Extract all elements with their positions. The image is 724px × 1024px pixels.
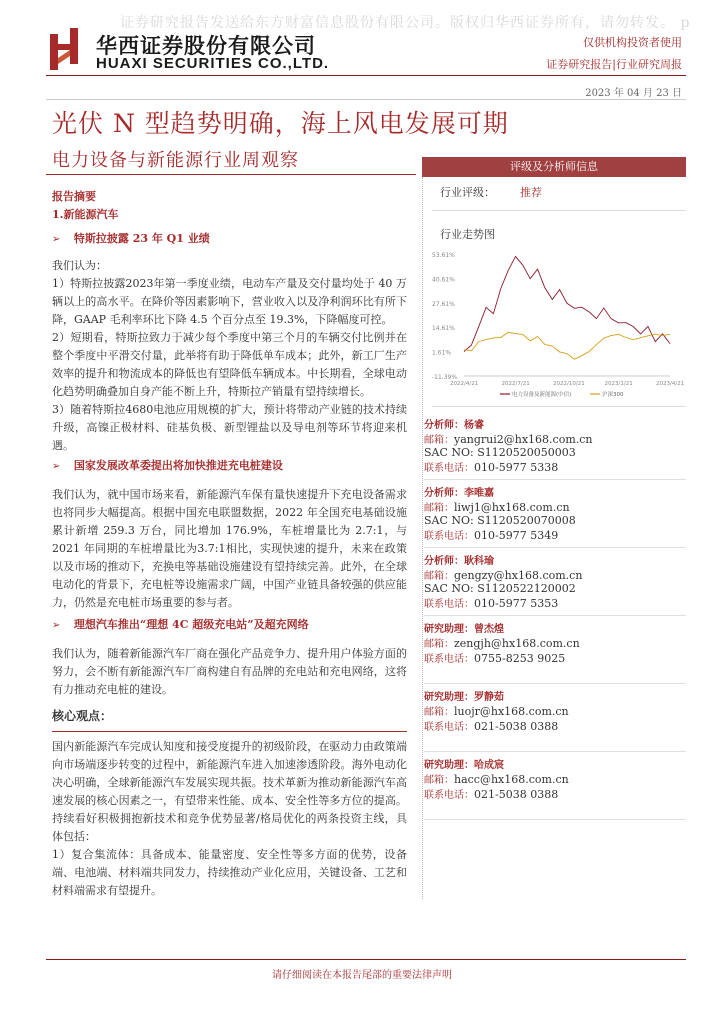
phone-number: 010-5977 5349	[474, 529, 559, 542]
analyst-phone	[424, 527, 686, 542]
email-link[interactable]: luojr@hx168.com.cn	[454, 705, 569, 718]
subtitle-divider	[46, 174, 416, 175]
bullet-2-title: 国家发展改革委提出将加快推进充电桩建设	[73, 459, 283, 472]
paragraph-2: 2）短期看，特斯拉致力于减少每个季度中第三个月的车辆交付比例并在整个季度中平滑交付量，此举将有助于降低单车成本；此外，新工厂生产效率的提升和物流成本的降低也有望降低车辆成本。中长期看，全球电动化趋势明确叠加自身产能不断上升，特斯拉产销量有望持续增长。	[52, 331, 407, 398]
sidebar-header: 评级及分析师信息	[422, 157, 686, 177]
x-tick-label: 2023/4/21	[656, 381, 685, 387]
analyst-name-text: 耿科瑜	[464, 556, 494, 567]
rating-value: 推荐	[520, 186, 542, 199]
we-think: 我们认为：	[52, 259, 107, 272]
analyst-block	[424, 480, 686, 548]
phone-number: 010-5977 5353	[474, 597, 559, 610]
paragraph-7: 1）复合集流体：具备成本、能量密度、安全性等多方面的优势，设备端、电池端、材料端共同发力，持续推动产业化应用，关键设备、工艺和材料端需求有望提升。	[52, 848, 407, 897]
analyst-role: 研究助理：	[424, 760, 474, 771]
analyst-email	[424, 635, 686, 650]
phone-number: 0755-8253 9025	[474, 652, 566, 665]
analyst-list	[424, 412, 686, 820]
page-title: 光伏 N 型趋势明确，海上风电发展可期	[52, 109, 509, 138]
footer-note: 请仔细阅读在本报告尾部的重要法律声明	[272, 970, 452, 981]
email-label: 邮箱：	[424, 639, 454, 650]
email-link[interactable]: gengzy@hx168.com.cn	[454, 569, 583, 582]
watermark: 证券研究报告发送给东方财富信息股份有限公司。版权归华西证券所有，请勿转发。 p	[120, 15, 691, 31]
summary-section	[52, 188, 407, 900]
analyst-block	[424, 616, 686, 684]
phone-number: 010-5977 5338	[474, 461, 559, 474]
analyst-role: 研究助理：	[424, 692, 474, 703]
analyst-sac	[424, 446, 686, 459]
analyst-name-text: 哈成宸	[474, 760, 504, 771]
page-subtitle: 电力设备与新能源行业周观察	[52, 150, 299, 171]
series-line-1	[464, 256, 670, 351]
series-line-2	[464, 332, 670, 359]
legend-label-1: 电力设备及新能源(中信)	[512, 392, 572, 398]
sidebar-border	[422, 177, 423, 899]
summary-heading: 报告摘要	[52, 190, 96, 203]
phone-label: 联系电话：	[424, 531, 474, 542]
analyst-name-text: 杨睿	[464, 420, 484, 431]
email-link[interactable]: hacc@hx168.com.cn	[454, 773, 569, 786]
analyst-role: 研究助理：	[424, 624, 474, 635]
date-divider	[46, 99, 686, 100]
phone-number: 021-5038 0388	[474, 788, 559, 801]
analyst-phone	[424, 595, 686, 610]
analyst-phone	[424, 650, 686, 665]
footer-divider	[46, 959, 686, 960]
bullet-1-title: 特斯拉披露 23 年 Q1 业绩	[73, 232, 210, 245]
email-label: 邮箱：	[424, 503, 454, 514]
paragraph-5: 我们认为，随着新能源汽车厂商在强化产品竞争力、提升用户体验方面的努力，会不断有新能源汽车厂商构建自有品牌的充电站和充电网络，这将有力推动充电桩的建设。	[52, 647, 407, 696]
paragraph-3: 3）随着特斯拉4680电池应用规模的扩大，预计将带动产业链的技术持续升级，高镍正极材料、硅基负极、新型锂盐以及导电剂等环节将迎来机遇。	[52, 403, 407, 452]
arrow-bullet-icon: ➢	[52, 461, 61, 472]
phone-label: 联系电话：	[424, 722, 474, 733]
y-tick-label: 14.61%	[432, 325, 455, 333]
sac-number: S1120520050003	[477, 446, 576, 459]
trend-label: 行业走势图	[440, 228, 495, 241]
rating-divider	[432, 210, 686, 211]
analyst-name	[424, 484, 686, 499]
audience-note: 仅供机构投资者使用	[583, 36, 682, 49]
analyst-sac	[424, 514, 686, 527]
analyst-name-text: 罗静茹	[474, 692, 504, 703]
x-tick-label: 2022/4/21	[450, 381, 479, 387]
analyst-block	[424, 684, 686, 752]
analyst-name-text: 李唯嘉	[464, 488, 494, 499]
x-tick-label: 2022/10/21	[553, 381, 585, 387]
analyst-phone	[424, 786, 686, 801]
analyst-email	[424, 431, 686, 446]
analyst-sac	[424, 582, 686, 595]
analyst-name-text: 曾杰煌	[474, 624, 504, 635]
email-link[interactable]: yangrui2@hx168.com.cn	[454, 433, 593, 446]
analyst-role: 分析师：	[424, 488, 464, 499]
analyst-phone	[424, 718, 686, 733]
y-tick-label: 27.61%	[432, 300, 455, 308]
sac-number: S1120522120002	[477, 582, 576, 595]
sac-label: SAC NO:	[424, 514, 478, 527]
phone-label: 联系电话：	[424, 654, 474, 665]
analyst-name	[424, 620, 686, 635]
analyst-name	[424, 552, 686, 567]
x-tick-label: 2023/1/21	[604, 381, 633, 387]
phone-label: 联系电话：	[424, 599, 474, 610]
arrow-bullet-icon: ➢	[52, 234, 61, 245]
email-label: 邮箱：	[424, 571, 454, 582]
paragraph-6: 国内新能源汽车完成认知度和接受度提升的初级阶段，在驱动力由政策端向市场端逐步转变的过程中，新能源汽车进入加速渗透阶段。海外电动化决心明确，全球新能源汽车发展实现共振。技术革新为推动新能源汽车高速发展的核心因素之一，有望带来性能、成本、安全性等多方位的提高。持续看好积极拥抱新技术和竞争优势显著/格局优化的两条投资主线，具体包括：	[52, 740, 407, 843]
analyst-email	[424, 703, 686, 718]
analyst-role: 分析师：	[424, 556, 464, 567]
trend-chart	[430, 246, 685, 406]
analyst-role: 分析师：	[424, 420, 464, 431]
analyst-name	[424, 688, 686, 703]
bullet-1	[52, 230, 407, 249]
report-type: 证券研究报告|行业研究周报	[546, 58, 682, 71]
email-label: 邮箱：	[424, 435, 454, 446]
analyst-name	[424, 416, 686, 431]
paragraph-1: 1）特斯拉披露2023年第一季度业绩，电动车产量及交付量均处于 40 万辆以上的高水平。在降价等因素影响下，营业收入以及净利润环比有所下降，GAAP 毛利率环比下降 4.5 个百分点至 19.3%，下降幅度可控。	[52, 277, 407, 326]
company-name-en: HUAXI SECURITIES CO.,LTD.	[96, 55, 330, 72]
analyst-block	[424, 752, 686, 820]
chart-divider	[432, 406, 686, 407]
bullet-3-title: 理想汽车推出“理想 4C 超级充电站”及超充网络	[73, 618, 309, 631]
company-name-cn: 华西证券股份有限公司	[96, 34, 316, 58]
core-title: 核心观点：	[52, 709, 113, 723]
analyst-block	[424, 412, 686, 480]
bullet-3	[52, 616, 407, 635]
y-tick-label: -11.39%	[432, 374, 458, 381]
phone-label: 联系电话：	[424, 790, 474, 801]
analyst-phone	[424, 459, 686, 474]
paragraph-4: 我们认为，就中国市场来看，新能源汽车保有量快速提升下充电设备需求也将同步大幅提高。根据中国充电联盟数据，2022 年全国充电基础设施累计新增 259.3 万台，同比增加 176.9%，车桩增量比为 2.7:1，与 2021 年同期的车桩增量比为3.7:1相比，实现快速的提升，未来在政策以及市场的推动下，充换电等基础设施建设有望持续完善。此外，在全球电动化的背景下，充电桩等设施需求广阔，中国产业链具备较强的供应能力，仍然是充电桩市场重要的参与者。	[52, 488, 407, 609]
sac-label: SAC NO:	[424, 446, 478, 459]
y-tick-label: 40.61%	[432, 276, 455, 284]
y-tick-label: 53.61%	[432, 252, 455, 259]
sac-label: SAC NO:	[424, 582, 478, 595]
huaxi-logo-icon	[50, 28, 84, 70]
analyst-email	[424, 499, 686, 514]
email-label: 邮箱：	[424, 707, 454, 718]
bullet-2	[52, 457, 407, 476]
email-link[interactable]: liwj1@hx168.com.cn	[454, 501, 570, 514]
rating-label: 行业评级：	[440, 186, 495, 199]
y-tick-label: 1.61%	[432, 349, 452, 357]
phone-number: 021-5038 0388	[474, 720, 559, 733]
report-date: 2023 年 04 月 23 日	[585, 88, 682, 99]
summary-sub1: 1.新能源汽车	[52, 208, 119, 221]
header-divider	[46, 75, 686, 76]
analyst-name	[424, 756, 686, 771]
sac-number: S1120520070008	[477, 514, 576, 527]
phone-label: 联系电话：	[424, 463, 474, 474]
analyst-block	[424, 548, 686, 616]
analyst-email	[424, 567, 686, 582]
arrow-bullet-icon: ➢	[52, 620, 61, 631]
x-tick-label: 2022/7/21	[501, 381, 530, 387]
email-link[interactable]: zengjh@hx168.com.cn	[454, 637, 580, 650]
core-divider	[52, 731, 407, 900]
analyst-email	[424, 771, 686, 786]
email-label: 邮箱：	[424, 775, 454, 786]
legend-label-2: 沪深300	[602, 392, 624, 398]
